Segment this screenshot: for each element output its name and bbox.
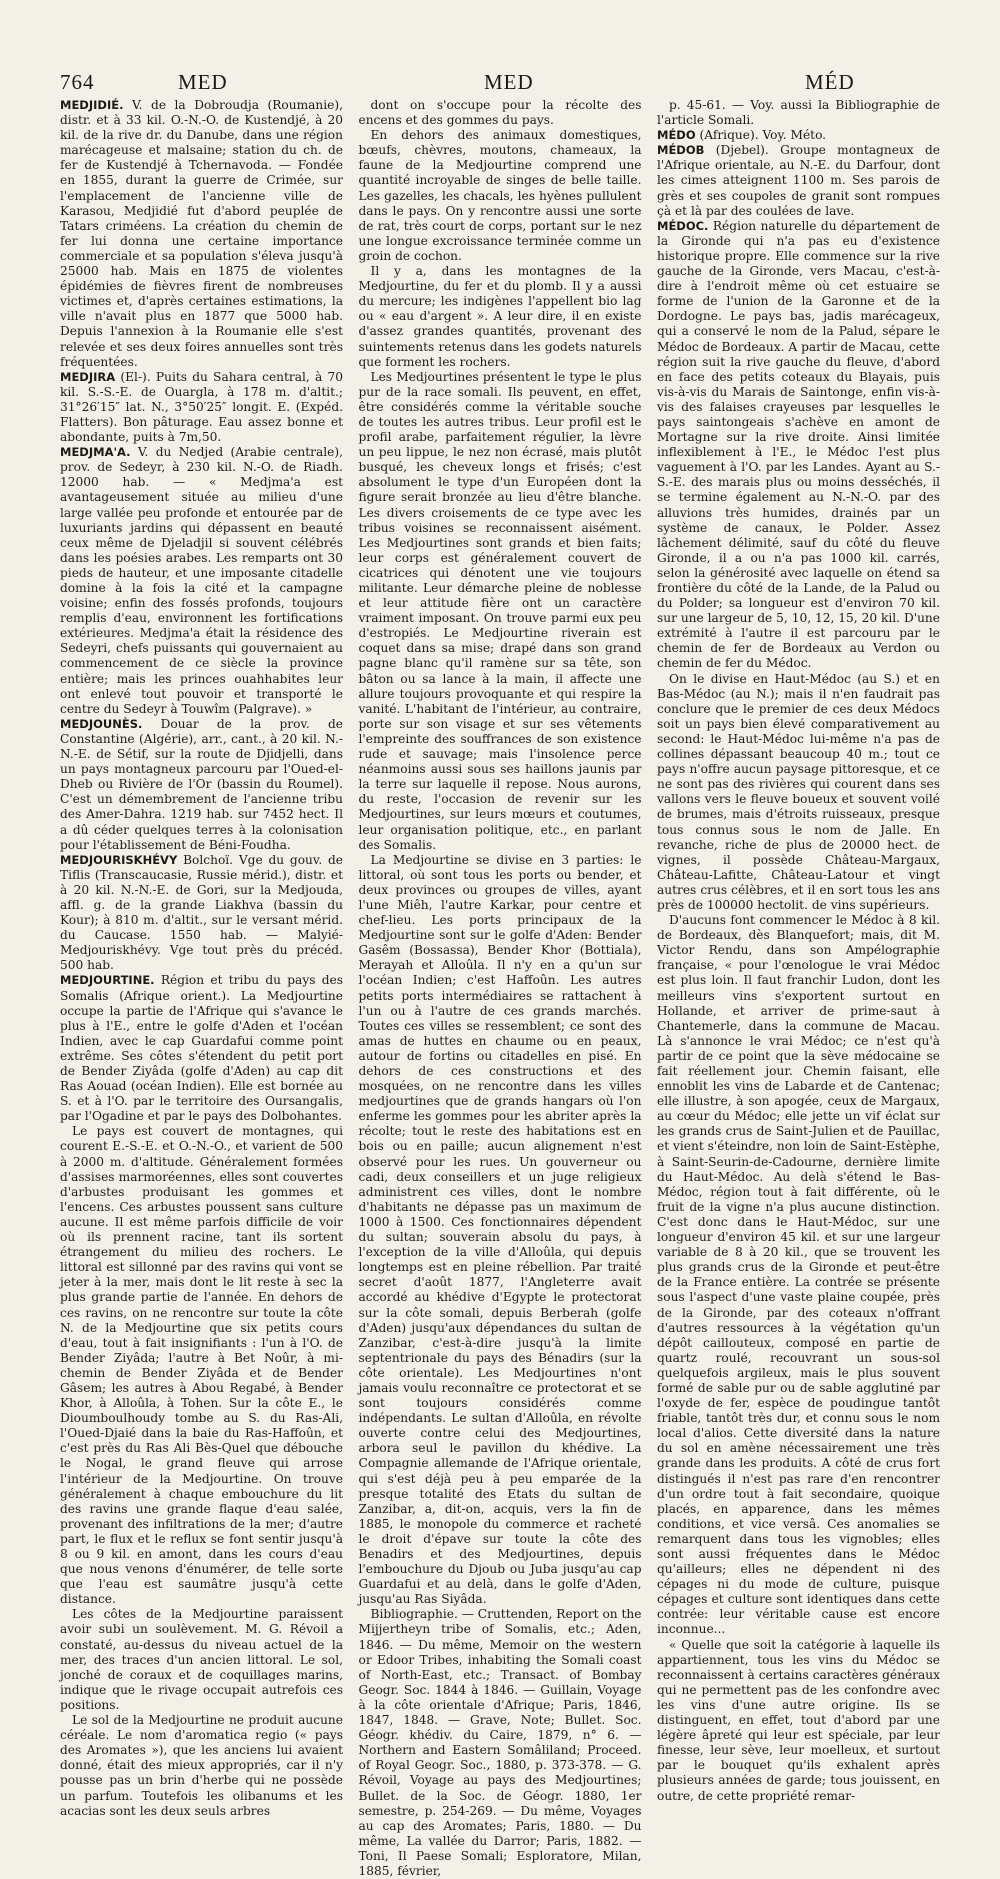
entry-text: V. de la Dobroudja (Roumanie), distr. et à 33 kil. O.-N.-O. de Kustendjé, à 20 kil. de la rive dr. du Danube, dans une région marécageuse et malsaine; station du ch. de fer de Kustendjé à Tchernavoda. — Fondée en 1855, durant la guerre de Crimée, sur l'emplacement de l'ancienne ville de Karasou, Medjidié fut d'abord peuplée de Tatars criméens. La création du chemin de fer lui donna une certaine importance commerciale et sa population s'éleva jusqu'à 25000 hab. Mais en 1875 de violentes épidémies de fièvres firent de nombreuses victimes et, d'après certaines estimations, la ville n'avait plus en 1877 que 5000 hab. Depuis l'annexion à la Roumanie elle s'est relevée et ses deux foires annuelles sont très fréquentées. [60, 98, 343, 369]
text-columns [60, 98, 941, 1878]
dictionary-entry [60, 717, 343, 853]
entry-text: (Afrique). Voy. Méto. [699, 128, 827, 143]
entry-headword: MEDJOUNÈS. [60, 716, 143, 731]
dictionary-entry [60, 853, 343, 974]
entry-text: Les Medjourtines présentent le type le plus pur de la race somali. Ils peuvent, en effet, être considérés comme la véritable souche de toutes les autres tribus. Leur profil est le profil arabe, parfaitement régulier, la lèvre un peu lippue, le nez non écrasé, mais plutôt busqué, les cheveux longs et frisés; c'est absolument le type d'un Européen dont la figure serait bronzée au lieu d'être blanche. Les divers croisements de ce type avec les tribus voisines se reconnaissent aisément. Les Medjourtines sont grands et bien faits; leur corps est généralement couvert de cicatrices qui dénotent une vie toujours militante. Leur démarche pleine de noblesse et leur attitude fière ont un caractère vraiment imposant. On trouve parmi eux peu d'estropiés. Le Medjourtine riverain est coquet dans sa mise; drapé dans son grand pagne blanc qu'il ramène sur sa tête, son bâton ou sa lance à la main, il affecte une allure toujours provoquante et qui respire la vanité. L'habitant de l'intérieur, au contraire, porte sur son visage et sur ses vêtements l'empreinte des souffrances de son existence rude et sauvage; mais l'insolence perce néanmoins aussi sous ses haillons jaunis par la terre sur laquelle il repose. Nous aurons, du reste, l'occasion de revenir sur les Medjourtines, sur leurs mœurs et coutumes, leur organisation politique, etc., en parlant des Somalis. [358, 369, 642, 852]
entry-headword: MEDJOURTINE. [60, 973, 155, 988]
entry-text: (Djebel). Groupe montagneux de l'Afrique orientale, au N.-E. du Darfour, dont les cimes atteignent 1100 m. Ses parois de grès et ses coupoles de granit sont rompues çà et là par des coulées de lave. [657, 143, 941, 218]
dictionary-entry [657, 128, 940, 143]
running-head-center: MED [484, 70, 534, 94]
entry-text: Bolchoï. Vge du gouv. de Tiflis (Transcaucasie, Russie mérid.), distr. et à 20 kil. N.-N.-E. de Gori, sur la Medjouda, affl. g. de la grande Liakhva (bassin du Kour); à 810 m. d'altit., sur le versant mérid. du Caucase. 1550 hab. — Malyié-Medjouriskhévy. Vge tout près du précéd. 500 hab. [60, 852, 343, 973]
paragraph [657, 913, 940, 1638]
running-head-left: MED [178, 70, 228, 94]
entry-text: Région naturelle du département de la Gironde qui n'a pas eu d'existence historique propre. Elle commence sur la rive gauche de la Gironde, vers Macau, c'est-à-dire à l'endroit même où cet estuaire se forme de l'union de la Garonne et de la Dordogne. Le pays bas, jadis marécageux, qui a conservé le nom de la Palud, sépare le Médoc de Bordeaux. A partir de Macau, cette région suit la rive gauche du fleuve, d'abord en face des petits coteaux du Blayais, puis vis-à-vis du Marais de Saintonge, enfin vis-à-vis des falaises crayeuses par lesquelles le pays saintongeais s'achève en amont de Mortagne sur la rive droite. Ainsi limitée inflexiblement à l'E., le Médoc l'est plus vaguement à l'O. par les Landes. Ayant au S.-S.-E. des marais plus ou moins desséchés, il se termine également au N.-N.-O. par des alluvions très humides, drainés par un système de canaux, le Polder. Assez lâchement délimité, sauf du côté du fleuve Gironde, il a ou n'a pas 1000 kil. carrés, selon la générosité avec laquelle on étend sa frontière du côté de la Lande, de la Palud ou du Polder; sa longueur est d'environ 70 kil. sur une largeur de 5, 10, 12, 15, 20 kil. D'une extrémité à l'autre il est parcouru par le chemin de fer de Bordeaux au Verdon ou chemin de fer du Médoc. [657, 218, 940, 671]
entry-headword: MÉDOC. [657, 218, 709, 233]
dictionary-entry [657, 219, 940, 672]
running-header [60, 70, 940, 100]
page-number: 764 [60, 70, 95, 94]
dictionary-entry [60, 370, 343, 445]
paragraph [359, 264, 642, 370]
entry-text: Le sol de la Medjourtine ne produit aucune céréale. Le nom d'aromatica regio (« pays des Aromates »), que les anciens lui avaient donné, était des mieux appropriés, car il n'y pousse pas un brin d'herbe qui ne possède un parfum. Toutefois les olibanums et les acacias sont les deux seuls arbres [60, 1713, 343, 1818]
entry-text: (El-). Puits du Sahara central, à 70 kil. S.-S.-E. de Ouargla, à 178 m. d'altit.; 31°26′15″ lat. N., 3°50′25″ longit. E. (Expéd. Flatters). Bon pâturage. Eau assez bonne et abondante, puits à 7m,50. [60, 369, 343, 445]
entry-headword: MÉDOB [657, 143, 705, 158]
column-3 [657, 98, 941, 1803]
entry-text: La Medjourtine se divise en 3 parties: le littoral, où sont tous les ports ou bender, et deux provinces ou groupes de villes, ayant l'une Miêh, l'autre Karkar, pour centre et chef-lieu. Les ports principaux de la Medjourtine sont sur le golfe d'Aden: Bender Gasêm (Bossassa), Bender Khor (Bottiala), Merayah et Alloûla. Il n'y en a qu'un sur l'océan Indien; c'est Haffoûn. Les autres petits ports intermédiaires se rattachent à l'un ou à l'autre de ces grands marchés. Toutes ces villes se ressemblent; ce sont des amas de huttes en chaume ou en peaux, autour de fortins ou citadelles en pisé. En dehors de ces constructions et des mosquées, on ne rencontre dans les villes medjourtines que de grands hangars où l'on enferme les gommes pour les abriter après la récolte; tout le reste des habitations est en bois ou en paille; aucun alignement n'est observé pour les rues. Un gouverneur ou cadi, deux conseillers et un juge religieux administrent ces villes, dont le nombre d'habitants ne dépasse pas un maximum de 1000 à 1500. Ces fonctionnaires dépendent du sultan; souverain absolu du pays, à l'exception de la ville d'Alloûla, qui depuis longtemps est en pleine rébellion. Par traité secret d'août 1877, l'Angleterre avait accordé au khédive d'Egypte le protectorat sur la côte somali, depuis Berberah (golfe d'Aden) jusqu'aux dépendances du sultan de Zanzibar, c'est-à-dire jusqu'à la limite septentrionale du pays des Bénadirs (sur la côte orientale). Les Medjourtines n'ont jamais voulu reconnaître ce protectorat et se sont toujours considérés comme indépendants. Le sultan d'Alloûla, en révolte ouverte contre celui des Medjourtines, arbora seul le pavillon du khédive. La Compagnie allemande de l'Afrique orientale, qui s'est déjà peu à peu emparée de la presque totalité des Etats du sultan de Zanzibar, a, dit-on, acquis, vers la fin de 1885, le monopole du commerce et racheté le droit d'épave sur toute la côte des Benadirs et des Medjourtines, depuis l'embouchure du Djoub ou Juba jusqu'au cap Guardafui et au delà, dans le golfe d'Aden, jusqu'au Ras Siyâda. [358, 852, 642, 1607]
entry-text: On le divise en Haut-Médoc (au S.) et en Bas-Médoc (au N.); mais il n'en faudrait pas conclure que le premier de ces deux Médocs soit un pays bien élevé comparativement au second: le Haut-Médoc lui-même n'a pas de collines dépassant beaucoup 40 m.; tout ce pays n'offre aucun paysage pittoresque, et ce ne sont pas des rivières qui courent dans ses vallons vers le fleuve boueux et souvent voilé de brumes, mais d'étroits ruisseaux, presque tous connus sous le nom de Jalle. En revanche, riche de plus de 20000 hect. de vignes, il possède Château-Margaux, Château-Lafitte, Château-Latour et vingt autres crus célèbres, et il en sort tous les ans près de 100000 hectolit. de vins supérieurs. [657, 671, 940, 912]
paragraph [60, 1607, 343, 1713]
entry-text: Douar de la prov. de Constantine (Algérie), arr., cant., à 20 kil. N.-N.-E. de Sétif, sur la route de Djidjelli, dans un pays montagneux parcouru par l'Oued-el-Dheb ou Rivière de l'Or (bassin du Roumel). C'est un démembrement de l'ancienne tribu des Amer-Dahra. 1219 hab. sur 7452 hect. Il a dû céder quelques terres à la colonisation pour l'établissement de Béni-Foudha. [60, 716, 344, 852]
entry-text: Région et tribu du pays des Somalis (Afrique orient.). La Medjourtine occupe la partie de l'Afrique qui s'avance le plus à l'E., entre le golfe d'Aden et l'océan Indien, avec le cap Guardafui comme point extrême. Ses côtes s'étendent du petit port de Bender Ziyâda (golfe d'Aden) au cap dit Ras Aouad (océan Indien). Elle est bornée au S. et à l'O. par le territoire des Oursangalis, par l'Ogadine et par le pays des Dolbohantes. [60, 973, 344, 1124]
column-1 [60, 98, 344, 1818]
dictionary-entry [60, 973, 343, 1124]
paragraph [60, 1713, 343, 1819]
entry-text: Il y a, dans les montagnes de la Medjourtine, du fer et du plomb. Il y a aussi du mercure; les indigènes l'appellent bio lag ou « eau d'argent ». A leur dire, il en existe d'assez grandes quantités, provenant des suintements retenus dans les godets naturels que forment les rochers. [358, 264, 642, 369]
entry-text: « Quelle que soit la catégorie à laquelle ils appartiennent, tous les vins du Médoc se reconnaissent à certains caractères généraux qui ne permettent pas de les confondre avec les vins d'une autre origine. Ils se distinguent, en effet, tout d'abord par une légère âpreté qui leur est spéciale, par leur finesse, leur sève, leur moelleux, et surtout par le bouquet qu'ils exhalent après plusieurs années de garde; tous jouissent, en outre, de cette propriété remar- [657, 1637, 940, 1803]
entry-headword: MEDJIDIÉ. [60, 98, 124, 112]
paragraph [359, 1607, 642, 1879]
paragraph [359, 370, 642, 853]
entry-text: p. 45-61. — Voy. aussi la Bibliographie de l'article Somali. [657, 98, 940, 128]
entry-headword: MÉDO [657, 128, 696, 143]
dictionary-entry [60, 98, 343, 370]
entry-text: Bibliographie. — Cruttenden, Report on the Mijjertheyn tribe of Somalis, etc.; Aden, 1846. — Du même, Memoir on the western or Edoor Tribes, inhabiting the Somali coast of North-East, etc.; Transact. of Bombay Geogr. Soc. 1844 à 1846. — Guillain, Voyage à la côte orientale d'Afrique; Paris, 1846, 1847, 1848. — Grave, Note; Bullet. Soc. Géogr. khédiv. du Caire, 1879, n° 6. — Northern and Eastern Somâliland; Proceed. of Royal Geogr. Soc., 1880, p. 373-378. — G. Révoil, Voyage au pays des Medjourtines; Bullet. de la Soc. de Géogr. 1880, 1er semestre, p. 254-269. — Du même, Voyages au cap des Aromates; Paris, 1880. — Du même, La vallée du Darror; Paris, 1882. — Toni, Il Paese Somali; Esploratore, Milan, 1885, février, [358, 1607, 642, 1878]
paragraph [657, 98, 940, 128]
paragraph [60, 1124, 343, 1607]
paragraph [657, 1638, 940, 1804]
entry-headword: MEDJMA'A. [60, 445, 131, 460]
paragraph [359, 853, 642, 1608]
entry-headword: MEDJIRA [60, 369, 116, 384]
entry-text: dont on s'occupe pour la récolte des encens et des gommes du pays. [358, 98, 642, 128]
paragraph [359, 98, 642, 128]
entry-text: D'aucuns font commencer le Médoc à 8 kil. de Bordeaux, dès Blanquefort; mais, dit M. Victor Rendu, dans son Ampélographie française, « pour l'œnologue le vrai Médoc est plus loin. Il faut franchir Ludon, dont les meilleurs vins s'exportent surtout en Hollande, et arriver de prime-saut à Chantemerle, dans la commune de Macau. Là s'annonce le vrai Médoc; ce n'est qu'à partir de ce point que la sève médocaine se fait réellement jour. Chemin faisant, elle ennoblit les vins de Labarde et de Cantenac; elle illustre, à son apogée, ceux de Margaux, au cœur du Médoc; elle jette un vif éclat sur les grands crus de Saint-Julien et de Pauillac, et vient s'éteindre, non loin de Saint-Estèphe, à Saint-Seurin-de-Cadourne, dernière limite du Haut-Médoc. Au delà s'étend le Bas-Médoc, région tout à fait différente, où le fruit de la vigne n'a plus aucune distinction. C'est donc dans le Haut-Médoc, sur une longueur d'environ 45 kil. et sur une largeur variable de 8 à 20 kil., que se trouvent les plus grands crus de la Gironde et peut-être de la France entière. La contrée se présente sous l'aspect d'une vaste plaine coupée, près de la Gironde, par des coteaux n'offrant d'autres ressources à la végétation qu'un dépôt caillouteux, composé en partie de quartz roulé, recouvrant un sous-sol quelquefois argileux, mais le plus souvent formé de sable pur ou de sable agglutiné par l'oxyde de fer, espèce de poudingue tantôt friable, tantôt très dur, et connu sous le nom local d'alios. Cette diversité dans la nature du sol en amène nécessairement une très grande dans les produits. A côté de crus fort distingués il n'est pas rare d'en rencontrer d'un ordre tout à fait secondaire, quoique placés, en apparence, dans les mêmes conditions, et vice versâ. Ces anomalies se remarquent dans tous les vignobles; elles sont aussi fréquentes dans le Médoc qu'ailleurs; elles ne dépendent ni des cépages ni du mode de culture, puisque cépages et culture sont identiques dans cette contrée: leur véritable cause est encore inconnue... [657, 913, 940, 1637]
dictionary-entry [657, 143, 940, 218]
paragraph [359, 128, 642, 264]
entry-headword: MEDJOURISKHÉVY [60, 852, 178, 867]
entry-text: V. du Nedjed (Arabie centrale), prov. de Sedeyr, à 230 kil. N.-O. de Riadh. 12000 hab. — « Medjma'a est avantageusement située au milieu d'une large vallée peu profonde et entourée par de luxuriants jardins qui dépassent en beauté ceux même de Djeladjil si souvent célébrés dans les poésies arabes. Les remparts ont 30 pieds de hauteur, et une imposante citadelle domine à la fois la cité et la campagne voisine; enfin des fossés profonds, toujours remplis d'eau, environnent les fortifications extérieures. Medjma'a était la résidence des Sedeyri, chefs puissants qui gouvernaient au commencement de ce siècle la province entière; mais les princes ouahhabites leur ont enlevé tout pouvoir et transporté le centre du Sedeyr à Touwîm (Palgrave). » [60, 445, 344, 716]
dictionary-entry [60, 445, 343, 717]
paragraph [657, 672, 940, 914]
entry-text: Le pays est couvert de montagnes, qui courent E.-S.-E. et O.-N.-O., et varient de 500 à 2000 m. d'altitude. Généralement formées d'assises marmoréennes, elles sont couvertes d'arbustes produisant les gommes et l'encens. Ces arbustes poussent sans culture aucune. Il est même parfois difficile de voir où ils prennent racine, tant ils sortent étrangement du milieu des rochers. Le littoral est sillonné par des ravins qui vont se jeter à la mer, mais dont le lit reste à sec la plus grande partie de l'année. En dehors de ces ravins, on ne rencontre sur toute la côte N. de la Medjourtine que six petits cours d'eau, tout à fait insignifiants : l'un à l'O. de Bender Ziyâda; l'autre à Bet Noûr, à mi-chemin de Bender Ziyâda et de Bender Gâsem; les autres à Abou Regabé, à Bender Khor, à Alloûla, à Tohen. Sur la côte E., le Dioumboulhoudy tombe au S. du Ras-Ali, l'Oued-Djaié dans la baie du Ras-Haffoûn, et c'est près du Ras Ali Bès-Quel que débouche le Nogal, le grand fleuve qui arrose l'intérieur de la Medjourtine. On trouve généralement à chaque embouchure du lit des ravins une grande flaque d'eau salée, provenant des infiltrations de la mer; d'autre part, le flux et le reflux se font sentir jusqu'à 8 ou 9 kil. en amont, dans les cours d'eau que nous venons d'énumérer, de telle sorte que l'eau est saumâtre jusqu'à cette distance. [60, 1124, 343, 1607]
entry-text: En dehors des animaux domestiques, bœufs, chèvres, moutons, chameaux, la faune de la Medjourtine comprend une quantité incroyable de singes de belle taille. Les gazelles, les chacals, les hyènes pullulent dans le pays. On y rencontre aussi une sorte de rat, très court de corps, portant sur le nez une longue excroissance terminée comme un groin de cochon. [358, 128, 642, 263]
column-2 [358, 98, 642, 1878]
entry-text: Les côtes de la Medjourtine paraissent avoir subi un soulèvement. M. G. Révoil a constaté, au-dessus du niveau actuel de la mer, des traces d'un ancien littoral. Le sol, jonché de coraux et de coquillages marins, indique que le rivage occupait autrefois ces positions. [60, 1607, 343, 1712]
running-head-right: MÉD [805, 70, 855, 94]
